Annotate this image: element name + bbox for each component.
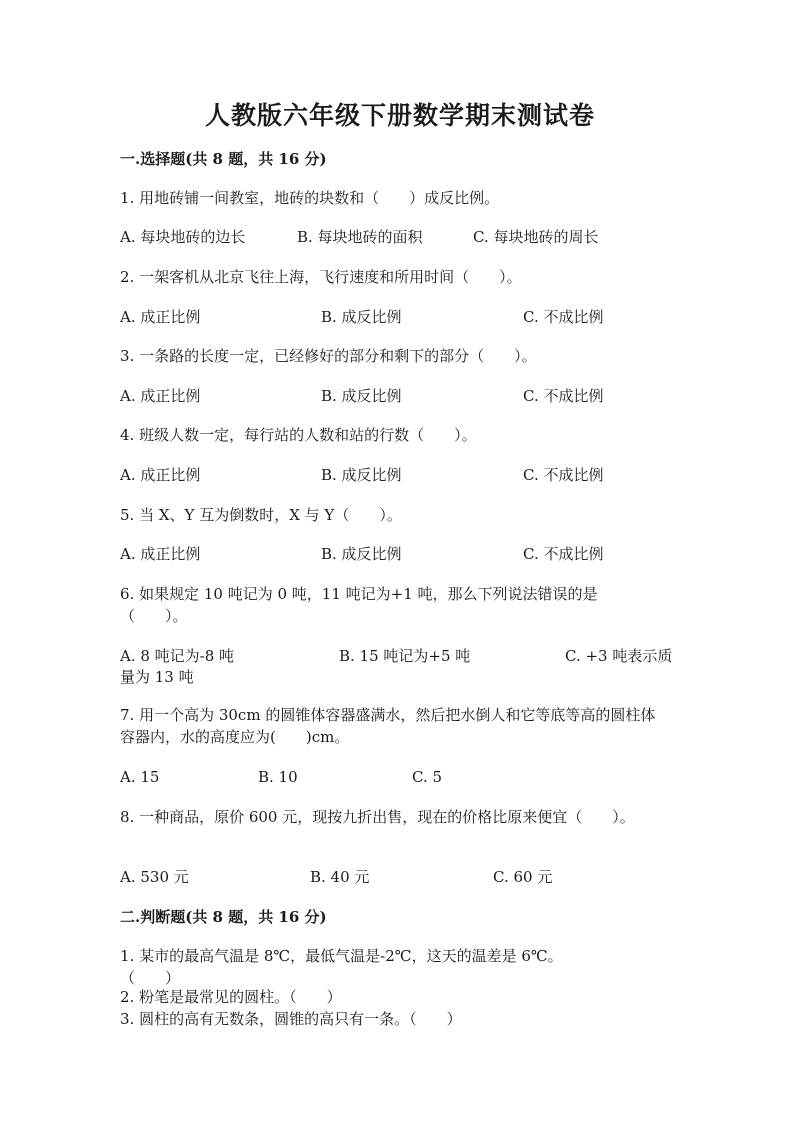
- option-4-c: C. 不成比例: [523, 466, 604, 484]
- option-7-c: C. 5: [412, 768, 443, 786]
- option-5-c: C. 不成比例: [523, 545, 604, 563]
- judge-question-3: 3. 圆柱的高有无数条，圆锥的高只有一条。（ ）: [120, 1010, 462, 1028]
- option-7-b: B. 10: [258, 768, 298, 786]
- judge-question-1-line-1: 1. 某市的最高气温是 8℃，最低气温是-2℃，这天的温差是 6℃。: [120, 947, 563, 965]
- question-2: 2. 一架客机从北京飞往上海，飞行速度和所用时间（ ）。: [120, 268, 522, 286]
- section-heading-multiple-choice: 一.选择题(共 8 题，共 16 分): [120, 150, 327, 168]
- option-5-a: A. 成正比例: [120, 545, 201, 563]
- option-6-c: C. +3 吨表示质: [565, 647, 673, 665]
- question-7-line-2: 容器内，水的高度应为( )cm。: [120, 728, 350, 746]
- option-2-b: B. 成反比例: [321, 308, 402, 326]
- judge-question-2: 2. 粉笔是最常见的圆柱。（ ）: [120, 988, 342, 1006]
- question-4: 4. 班级人数一定，每行站的人数和站的行数（ ）。: [120, 426, 477, 444]
- option-6-b: B. 15 吨记为+5 吨: [339, 647, 471, 665]
- question-5: 5. 当 X、Y 互为倒数时，X 与 Y（ ）。: [120, 506, 402, 524]
- option-3-b: B. 成反比例: [321, 387, 402, 405]
- option-4-a: A. 成正比例: [120, 466, 201, 484]
- option-2-c: C. 不成比例: [523, 308, 604, 326]
- option-1-a: A. 每块地砖的边长: [120, 228, 246, 246]
- option-3-c: C. 不成比例: [523, 387, 604, 405]
- page-title: 人教版六年级下册数学期末测试卷: [204, 101, 595, 130]
- question-8: 8. 一种商品，原价 600 元，现按九折出售，现在的价格比原来便宜（ ）。: [120, 808, 635, 826]
- question-6: [120, 583, 680, 627]
- option-6-a: A. 8 吨记为-8 吨: [120, 647, 235, 665]
- option-8-c: C. 60 元: [493, 868, 553, 886]
- option-1-c: C. 每块地砖的周长: [473, 228, 599, 246]
- question-3: 3. 一条路的长度一定，已经修好的部分和剩下的部分（ ）。: [120, 347, 537, 365]
- option-8-b: B. 40 元: [310, 868, 370, 886]
- question-7-line-1: 7. 用一个高为 30cm 的圆锥体容器盛满水，然后把水倒人和它等底等高的圆柱体: [120, 706, 656, 724]
- judge-question-1-line-2: （ ）: [120, 969, 181, 987]
- option-4-b: B. 成反比例: [321, 466, 402, 484]
- question-6-line-1: 6. 如果规定 10 吨记为 0 吨，11 吨记为+1 吨，那么下列说法错误的是: [120, 585, 598, 603]
- option-2-a: A. 成正比例: [120, 308, 201, 326]
- option-3-a: A. 成正比例: [120, 387, 201, 405]
- judge-question-1: [120, 945, 680, 989]
- option-8-a: A. 530 元: [120, 868, 189, 886]
- question-6-line-2: （ ）。: [120, 607, 188, 625]
- question-7: [120, 704, 680, 748]
- question-1: 1. 用地砖铺一间教室，地砖的块数和（ ）成反比例。: [120, 189, 500, 207]
- option-6-c-continued: 量为 13 吨: [120, 668, 194, 686]
- option-5-b: B. 成反比例: [321, 545, 402, 563]
- section-heading-true-false: 二.判断题(共 8 题，共 16 分): [120, 908, 327, 926]
- option-7-a: A. 15: [120, 768, 160, 786]
- option-1-b: B. 每块地砖的面积: [297, 228, 423, 246]
